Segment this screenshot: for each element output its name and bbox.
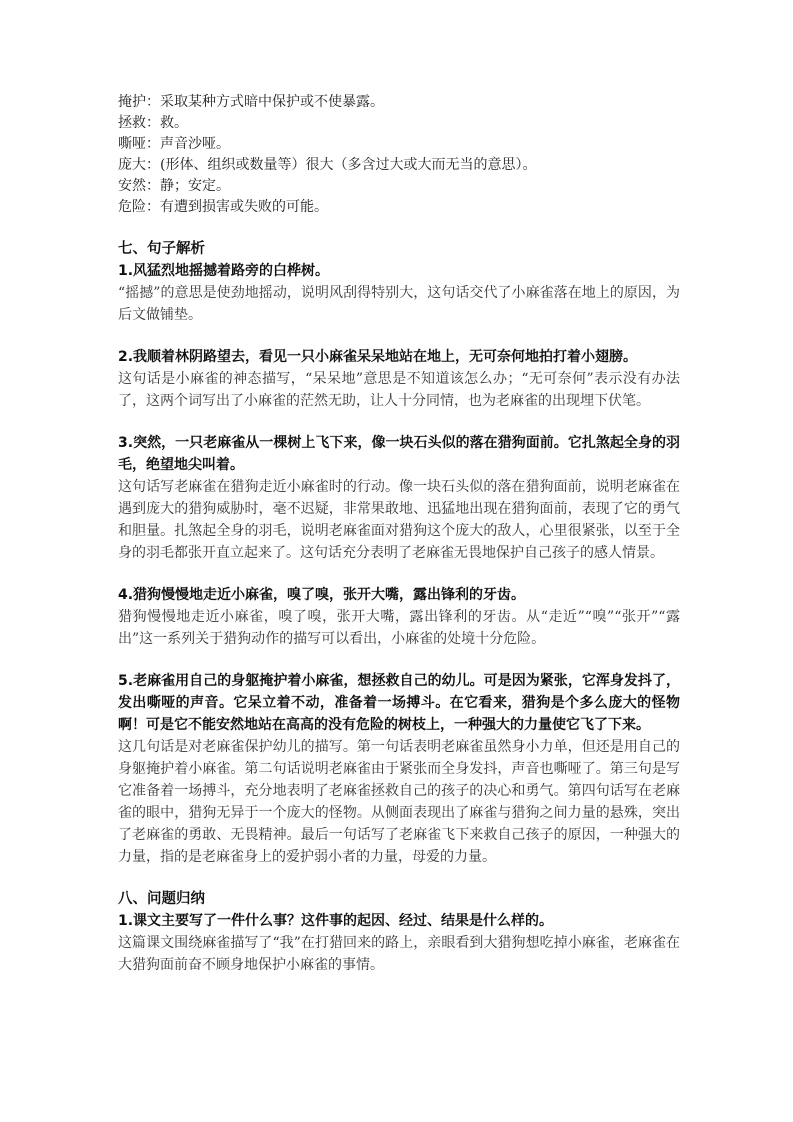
definition-line: 拯救：救。: [118, 115, 188, 131]
summary-question: 1.课文主要写了一件什么事？这件事的起因、经过、结果是什么样的。: [118, 913, 554, 929]
definition-line: 嘶哑：声音沙哑。: [118, 136, 230, 152]
sentence-question: 4.猎狗慢慢地走近小麻雀，嗅了嗅，张开大嘴，露出锋利的牙齿。: [118, 587, 526, 603]
sentence-answer: 猎狗慢慢地走近小麻雀，嗅了嗅，张开大嘴，露出锋利的牙齿。从“走近”“嗅”“张开”“露出”这一系列关于猎狗动作的描写可以看出，小麻雀的处境十分危险。: [118, 609, 680, 647]
summary-answer: 这篇课文围绕麻雀描写了“我”在打猎回来的路上，亲眼看到大猎狗想吃掉小麻雀，老麻雀在大猎狗面前奋不顾身地保护小麻雀的事情。: [118, 935, 680, 973]
sentence-question: 3.突然，一只老麻雀从一棵树上飞下来，像一块石头似的落在猎狗面前。它扎煞起全身的羽毛，绝望地尖叫着。: [118, 435, 680, 473]
sentence-answer: 这句话写老麻雀在猎狗走近小麻雀时的行动。像一块石头似的落在猎狗面前，说明老麻雀在遇到庞大的猎狗威胁时，毫不迟疑，非常果敢地、迅猛地出现在猎狗面前，表现了它的勇气和胆量。扎煞起全身的羽毛，说明老麻雀面对猎狗这个庞大的敌人，心里很紧张，以至于全身的羽毛都张开直立起来了。这句话充分表明了老麻雀无畏地保护自己孩子的感人情景。: [118, 479, 680, 561]
definition-line: 危险：有遭到损害或失败的可能。: [118, 199, 328, 215]
sentence-question: 5.老麻雀用自己的身躯掩护着小麻雀，想拯救自己的幼儿。可是因为紧张，它浑身发抖了，发出嘶哑的声音。它呆立着不动，准备着一场搏斗。在它看来，猎狗是个多么庞大的怪物啊！可是它不能安然地站在高高的没有危险的树枝上，一种强大的力量使它飞了下来。: [118, 673, 680, 733]
section-question-summary: [118, 888, 680, 976]
sentence-question: 2.我顺着林阴路望去，看见一只小麻雀呆呆地站在地上，无可奈何地拍打着小翅膀。: [118, 349, 638, 365]
document-body: [118, 92, 680, 976]
definition-line: 安然：静；安定。: [118, 178, 230, 194]
sentence-answer: “摇撼”的意思是使劲地摇动，说明风刮得特别大，这句话交代了小麻雀落在地上的原因，为后文做铺垫。: [118, 285, 680, 323]
definition-line: 庞大：(形体、组织或数量等）很大（多含过大或大而无当的意思）。: [118, 157, 537, 173]
section-heading: 七、句子解析: [118, 241, 205, 257]
sentence-question: 1.风猛烈地摇撼着路旁的白桦树。: [118, 263, 330, 279]
definition-line: 掩护：采取某种方式暗中保护或不使暴露。: [118, 94, 384, 110]
word-definitions: [118, 92, 680, 218]
section-sentence-analysis: [118, 238, 680, 868]
sentence-answer: 这几句话是对老麻雀保护幼儿的描写。第一句话表明老麻雀虽然身小力单，但还是用自己的身躯掩护着小麻雀。第二句话说明老麻雀由于紧张而全身发抖，声音也嘶哑了。第三句是写它准备着一场搏斗，充分地表明了老麻雀拯救自己的孩子的决心和勇气。第四句话写在老麻雀的眼中，猎狗无异于一个庞大的怪物。从侧面表现出了麻雀与猎狗之间力量的悬殊，突出了老麻雀的勇敢、无畏精神。最后一句话写了老麻雀飞下来救自己孩子的原因，一种强大的力量，指的是老麻雀身上的爱护弱小者的力量，母爱的力量。: [118, 739, 680, 865]
sentence-answer: 这句话是小麻雀的神态描写，“呆呆地”意思是不知道该怎么办；“无可奈何”表示没有办法了，这两个词写出了小麻雀的茫然无助，让人十分同情，也为老麻雀的出现埋下伏笔。: [118, 371, 680, 409]
section-heading: 八、问题归纳: [118, 891, 205, 907]
